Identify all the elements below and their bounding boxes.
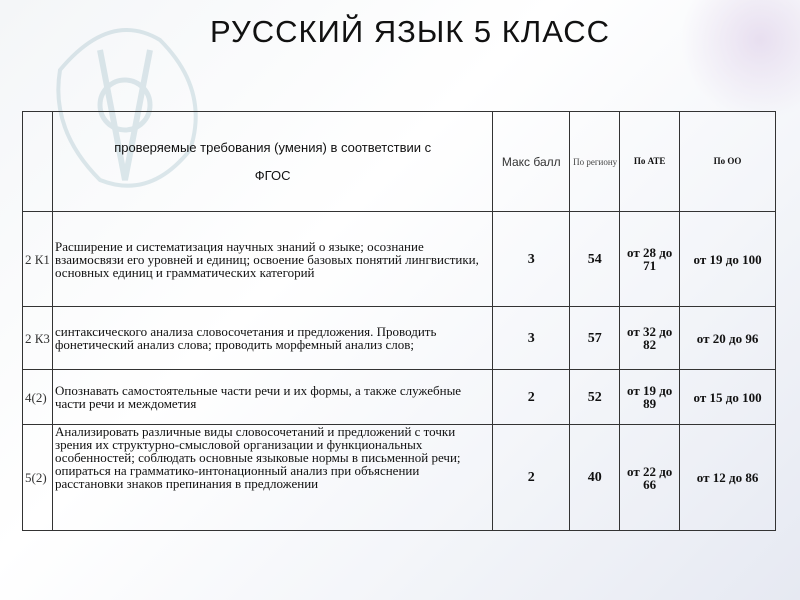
row-id: 2 К3 bbox=[23, 307, 53, 370]
header-oo: По ОО bbox=[680, 112, 776, 212]
row-max: 2 bbox=[493, 370, 570, 425]
row-ate: от 28 до 71 bbox=[620, 212, 680, 307]
row-oo: от 12 до 86 bbox=[680, 425, 776, 531]
header-requirements bbox=[52, 112, 492, 212]
row-oo: от 15 до 100 bbox=[680, 370, 776, 425]
row-oo: от 20 до 96 bbox=[680, 307, 776, 370]
row-region: 52 bbox=[570, 370, 620, 425]
header-max: Макс балл bbox=[493, 112, 570, 212]
row-region: 54 bbox=[570, 212, 620, 307]
table-row bbox=[23, 307, 776, 370]
row-id: 5(2) bbox=[23, 425, 53, 531]
results-table bbox=[22, 111, 776, 531]
row-text: Анализировать различные виды словосочетаний и предложений с точки зрения их структурно-смысловой организации и функциональных особенностей; соблюдать основные языковые нормы в письменной речи; опираться на грамматико-интонационный анализ при объяснении расстановки знаков препинания в предложении bbox=[52, 425, 492, 531]
row-max: 3 bbox=[493, 307, 570, 370]
table-row bbox=[23, 425, 776, 531]
header-requirements-line1: проверяемые требования (умения) в соответствии с bbox=[114, 139, 432, 155]
row-region: 40 bbox=[570, 425, 620, 531]
row-text: Расширение и систематизация научных знаний о языке; осознание взаимосвязи его уровней и единиц; освоение базовых понятий лингвистики, основных единиц и грамматических категорий bbox=[52, 212, 492, 307]
table-row bbox=[23, 212, 776, 307]
row-id: 2 К1 bbox=[23, 212, 53, 307]
row-ate: от 19 до 89 bbox=[620, 370, 680, 425]
row-ate: от 32 до 82 bbox=[620, 307, 680, 370]
row-max: 2 bbox=[493, 425, 570, 531]
header-ate: По АТЕ bbox=[620, 112, 680, 212]
row-text: Опознавать самостоятельные части речи и их формы, а также служебные части речи и междометия bbox=[52, 370, 492, 425]
header-id bbox=[23, 112, 53, 212]
row-id: 4(2) bbox=[23, 370, 53, 425]
header-requirements-line2: ФГОС bbox=[254, 167, 291, 183]
row-oo: от 19 до 100 bbox=[680, 212, 776, 307]
row-region: 57 bbox=[570, 307, 620, 370]
table-row bbox=[23, 370, 776, 425]
table-header-row bbox=[23, 112, 776, 212]
slide-title: РУССКИЙ ЯЗЫК 5 КЛАСС bbox=[210, 14, 610, 49]
header-region: По региону bbox=[570, 112, 620, 212]
row-max: 3 bbox=[493, 212, 570, 307]
row-ate: от 22 до 66 bbox=[620, 425, 680, 531]
row-text: синтаксического анализа словосочетания и предложения. Проводить фонетический анализ слова; проводить морфемный анализ слов; bbox=[52, 307, 492, 370]
